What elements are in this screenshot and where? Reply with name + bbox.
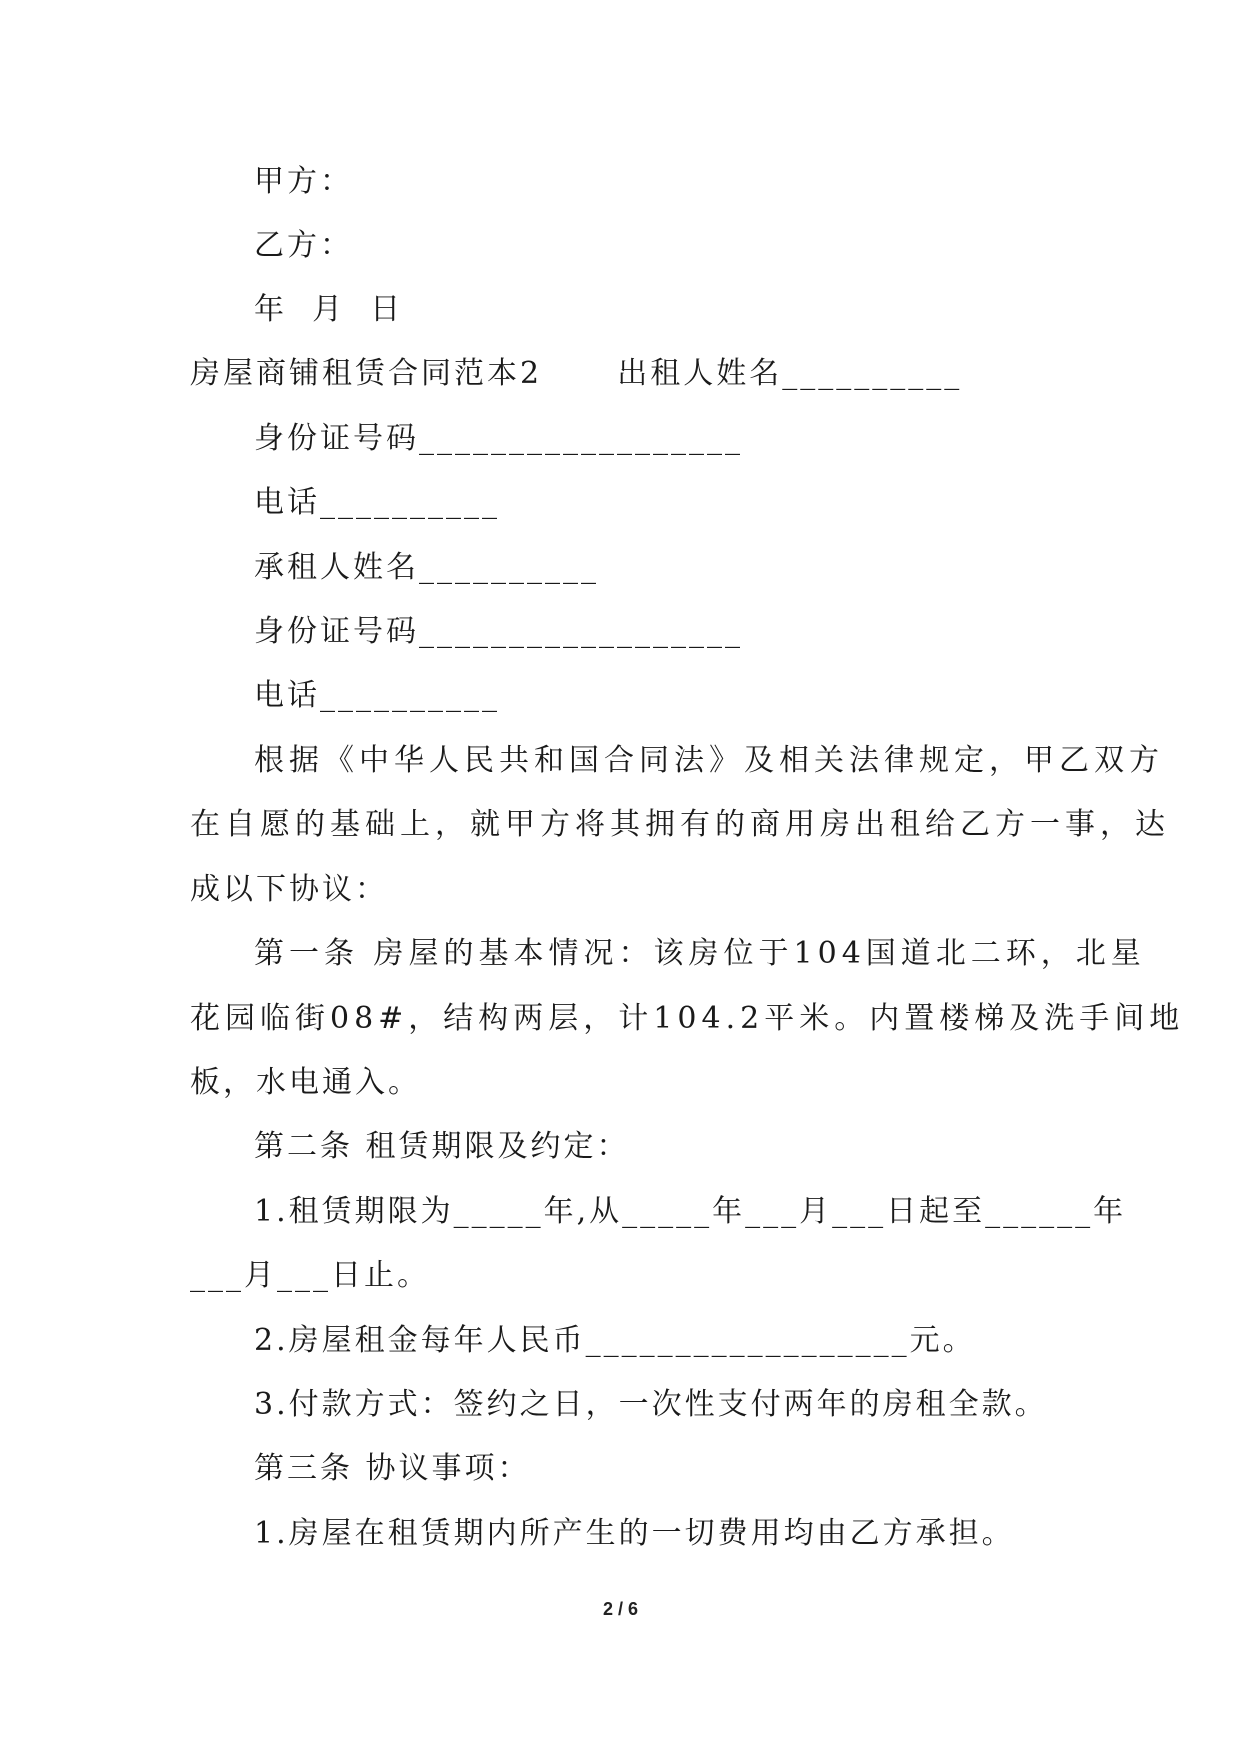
date-line: 年 月 日 xyxy=(254,292,404,327)
preamble-line-2: 在自愿的基础上，就甲方将其拥有的商用房出租给乙方一事，达 xyxy=(190,807,1170,842)
article-2-item-2: 2.房屋租金每年人民币__________________元。 xyxy=(254,1323,976,1358)
lessee-phone-line: 电话__________ xyxy=(254,678,500,713)
article-3-item-1: 1.房屋在租赁期内所产生的一切费用均由乙方承担。 xyxy=(254,1516,1015,1551)
contract-title-line: 房屋商铺租赁合同范本2 出租人姓名__________ xyxy=(190,356,963,391)
article-1-line-2: 花园临街08#，结构两层，计104.2平米。内置楼梯及洗手间地 xyxy=(190,1001,1185,1036)
preamble-line-3: 成以下协议： xyxy=(190,872,388,907)
article-2-item-1-line-1: 1.租赁期限为_____年,从_____年___月___日起至______年 xyxy=(254,1194,1127,1229)
party-b-line: 乙方： xyxy=(254,228,353,263)
lessor-phone-line: 电话__________ xyxy=(254,485,500,520)
lessor-id-line: 身份证号码__________________ xyxy=(254,421,743,456)
lessee-name-line: 承租人姓名__________ xyxy=(254,550,599,585)
article-2-heading: 第二条 租赁期限及约定： xyxy=(254,1129,630,1164)
page-number: 2 / 6 xyxy=(602,1599,639,1619)
article-3-heading: 第三条 协议事项： xyxy=(254,1451,531,1486)
party-a-line: 甲方： xyxy=(254,164,353,199)
article-2-item-3: 3.付款方式：签约之日，一次性支付两年的房租全款。 xyxy=(254,1387,1048,1422)
lessee-id-line: 身份证号码__________________ xyxy=(254,614,743,649)
article-2-item-1-line-2: ___月___日止。 xyxy=(190,1258,430,1293)
article-1-line-1: 第一条 房屋的基本情况：该房位于104国道北二环，北星 xyxy=(254,936,1146,971)
article-1-line-3: 板，水电通入。 xyxy=(190,1065,421,1100)
preamble-line-1: 根据《中华人民共和国合同法》及相关法律规定，甲乙双方 xyxy=(254,743,1164,778)
